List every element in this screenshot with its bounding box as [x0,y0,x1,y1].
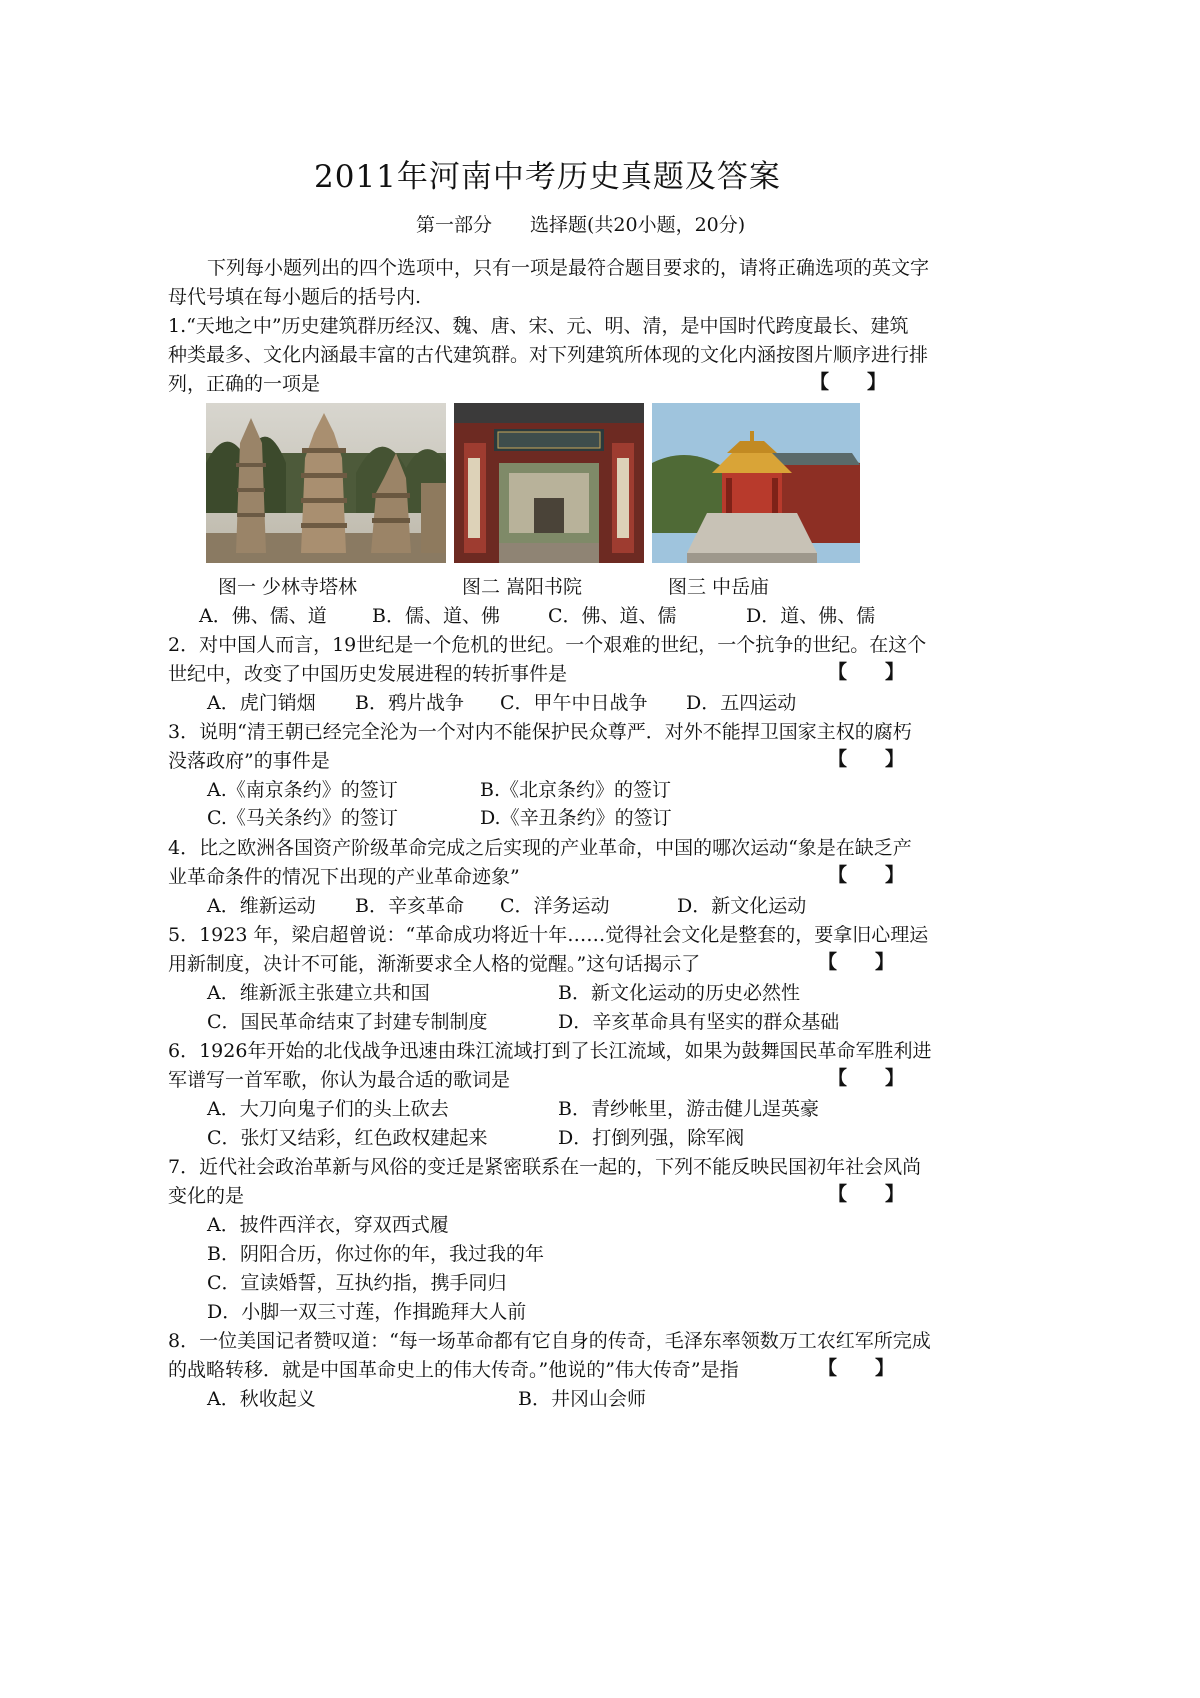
question-2-option-a: A．虎门销烟 [207,692,316,714]
section-subtitle: 第一部分 选择题(共20小题，20分) [416,214,746,236]
question-2-option-d: D．五四运动 [686,692,797,714]
question-7-option-c: C．宣读婚誓，互执约指，携手同归 [207,1272,507,1294]
zhongyue-temple-photo [652,403,860,563]
question-4-option-b: B．辛亥革命 [355,895,464,917]
question-1-option-c: C．佛、道、儒 [548,605,677,627]
question-7-line: 变化的是 [168,1185,245,1207]
question-6-line: 军谱写一首军歌，你认为最合适的歌词是 [168,1069,511,1091]
question-5-option-b: B．新文化运动的历史必然性 [558,982,800,1004]
question-8-option-b: B．井冈山会师 [518,1388,646,1410]
question-2-line: 世纪中，改变了中国历史发展进程的转折事件是 [168,663,568,685]
question-5-option-c: C．国民革命结束了封建专制制度 [207,1011,488,1033]
question-5-option-d: D．辛亥革命具有坚实的群众基础 [558,1011,840,1033]
question-2-option-c: C．甲午中日战争 [500,692,648,714]
question-4-line: 业革命条件的情况下出现的产业革命迹象” [168,866,520,888]
question-6-option-b: B．青纱帐里，游击健儿逞英豪 [558,1098,819,1120]
answer-bracket: 【 】 [828,661,905,683]
question-3-line: 没落政府”的事件是 [168,750,330,772]
question-3-option-c: C.《马关条约》的签订 [207,807,398,829]
question-5-line: 用新制度，决计不可能，渐渐要求全人格的觉醒。”这句话揭示了 [168,953,701,975]
question-7-option-b: B．阴阳合历，你过你的年，我过我的年 [207,1243,544,1265]
instructions-line: 母代号填在每小题后的括号内. [168,286,422,308]
question-7-option-d: D．小脚一双三寸莲，作揖跪拜大人前 [207,1301,527,1323]
question-4-option-a: A．维新运动 [207,895,316,917]
answer-bracket: 【 】 [828,1067,905,1089]
question-4-option-c: C．洋务运动 [500,895,610,917]
question-8-line: 8．一位美国记者赞叹道：“每一场革命都有它自身的传奇，毛泽东率领数万工农红军所完成 [168,1330,931,1352]
answer-bracket: 【 】 [818,951,895,973]
figure-caption-1: 图一 少林寺塔林 [218,576,358,598]
question-3-line: 3．说明“清王朝已经完全沦为一个对内不能保护民众尊严．对外不能捍卫国家主权的腐朽 [168,721,912,743]
question-2-line: 2．对中国人而言，19世纪是一个危机的世纪。一个艰难的世纪，一个抗争的世纪。在这个 [168,634,927,656]
question-1-line: 列，正确的一项是 [168,373,321,395]
question-5-option-a: A．维新派主张建立共和国 [207,982,430,1004]
question-4-option-d: D．新文化运动 [677,895,807,917]
answer-bracket: 【 】 [828,748,905,770]
songyang-academy-photo [454,403,644,563]
question-3-option-a: A.《南京条约》的签订 [207,779,398,801]
answer-bracket: 【 】 [828,864,905,886]
figure-caption-2: 图二 嵩阳书院 [462,576,583,598]
question-3-option-b: B.《北京条约》的签订 [480,779,672,801]
question-1-line: 种类最多、文化内涵最丰富的古代建筑群。对下列建筑所体现的文化内涵按图片顺序进行排 [168,344,929,366]
question-8-option-a: A．秋收起义 [207,1388,316,1410]
question-2-option-b: B．鸦片战争 [355,692,464,714]
question-6-option-c: C．张灯又结彩，红色政权建起来 [207,1127,488,1149]
answer-bracket: 【 】 [818,1357,895,1379]
page-title: 2011年河南中考历史真题及答案 [314,159,781,195]
question-6-option-a: A．大刀向鬼子们的头上砍去 [207,1098,449,1120]
question-1-option-a: A．佛、儒、道 [199,605,327,627]
answer-bracket: 【 】 [828,1183,905,1205]
shaolin-pagoda-forest-photo [206,403,446,563]
question-1-option-d: D．道、佛、儒 [746,605,876,627]
answer-bracket: 【 】 [810,371,887,393]
question-7-option-a: A．披件西洋衣，穿双西式履 [207,1214,449,1236]
question-1-option-b: B．儒、道、佛 [372,605,500,627]
instructions-line: 下列每小题列出的四个选项中，只有一项是最符合题目要求的，请将正确选项的英文字 [207,257,930,279]
question-5-line: 5．1923 年，梁启超曾说：“革命成功将近十年……觉得社会文化是整套的，要拿旧心理运 [168,924,929,946]
question-1-line: 1.“天地之中”历史建筑群历经汉、魏、唐、宋、元、明、清，是中国时代跨度最长、建筑 [168,315,909,337]
question-6-option-d: D．打倒列强，除军阀 [558,1127,745,1149]
question-4-line: 4．比之欧洲各国资产阶级革命完成之后实现的产业革命，中国的哪次运动“象是在缺乏产 [168,837,912,859]
question-6-line: 6．1926年开始的北伐战争迅速由珠江流域打到了长江流域，如果为鼓舞国民革命军胜利进 [168,1040,932,1062]
figure-caption-3: 图三 中岳庙 [668,576,770,598]
question-7-line: 7．近代社会政治革新与风俗的变迁是紧密联系在一起的，下列不能反映民国初年社会风尚 [168,1156,922,1178]
question-3-option-d: D.《辛丑条约》的签订 [480,807,672,829]
question-8-line: 的战略转移．就是中国革命史上的伟大传奇。”他说的”伟大传奇”是指 [168,1359,739,1381]
